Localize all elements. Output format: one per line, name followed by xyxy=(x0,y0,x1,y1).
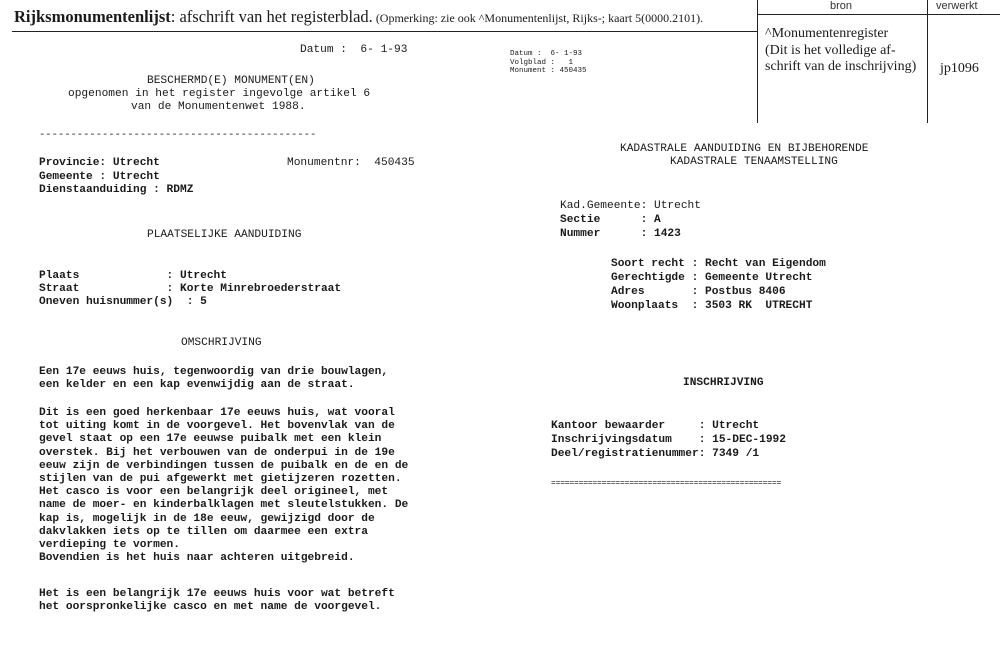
processed-code: jp1096 xyxy=(940,61,979,76)
title-note: (Opmerking: zie ook ^Monumentenlijst, Rijks-; kaart 5(0000.2101). xyxy=(372,11,704,25)
plaats: Plaats : Utrecht xyxy=(39,270,227,282)
omschrijving-para-3: Het is een belangrijk 17e eeuws huis voor wat betreft het oorspronkelijke casco en met name de voorgevel. xyxy=(39,588,395,614)
header-rule xyxy=(12,31,757,32)
dienstaanduiding: Dienstaanduiding : RDMZ xyxy=(39,184,194,196)
sectie: Sectie : A xyxy=(560,214,661,226)
omschrijving-para-1: Een 17e eeuws huis, tegenwoordig van drie bouwlagen, een kelder en een kap evenwijdig aan de straat. xyxy=(39,366,389,392)
source-box-header-rule xyxy=(757,14,1000,15)
omschrijving-para-2: Dit is een goed herkenbaar 17e eeuws huis, wat vooral tot uiting komt in de voorgevel. Het bovenvlak van de gevel staat op een 17e eeuwse puibalk met een klein overstek. Bij het verbouwen van de onderpui in de 19e eeuw zijn de verbindingen tussen de puibalk en de en de stijlen van de pui afgewerkt met gietijzeren rozetten. Het casco is voor een belangrijk deel origineel, met name de moer- en kinderbalklagen met sleutelstukken. De kap is, mogelijk in de 18e eeuw, gewijzigd door de dakvlakken iets op te tillen om daarmee een extra verdieping te vormen. Bovendien is het huis naar achteren uitgebreid. xyxy=(39,407,409,565)
heading-line-1: BESCHERMD(E) MONUMENT(EN) xyxy=(147,75,315,87)
kantoor-bewaarder: Kantoor bewaarder : Utrecht xyxy=(551,420,760,432)
adres: Adres : Postbus 8406 xyxy=(611,286,786,298)
soort-recht: Soort recht : Recht van Eigendom xyxy=(611,258,826,270)
datum-right-small: Datum : 6- 1-93 Volgblad : 1 Monument : 450435 xyxy=(510,50,587,75)
deel-registratienummer: Deel/registratienummer: 7349 /1 xyxy=(551,448,760,460)
separator-right: ================================================== xyxy=(551,479,782,488)
nummer: Nummer : 1423 xyxy=(560,228,681,240)
heading-line-2: opgenomen in het register ingevolge artikel 6 xyxy=(68,88,371,100)
title-bold: Rijksmonumentenlijst xyxy=(14,7,171,26)
woonplaats: Woonplaats : 3503 RK UTRECHT xyxy=(611,300,813,312)
plaatselijke-title: PLAATSELIJKE AANDUIDING xyxy=(147,229,302,241)
kadastrale-title-1: KADASTRALE AANDUIDING EN BIJBEHORENDE xyxy=(620,143,869,155)
heading-line-3: van de Monumentenwet 1988. xyxy=(131,101,306,113)
source-text: ^Monumentenregister (Dit is het volledige af- schrift van de inschrijving) xyxy=(765,26,917,74)
bron-label: bron xyxy=(830,0,853,12)
monumentnr: Monumentnr: 450435 xyxy=(287,157,415,169)
inschrijvingsdatum: Inschrijvingsdatum : 15-DEC-1992 xyxy=(551,434,786,446)
source-box-divider xyxy=(927,0,928,123)
page-title xyxy=(14,7,703,27)
huisnummer: Oneven huisnummer(s) : 5 xyxy=(39,296,207,308)
gerechtigde: Gerechtigde : Gemeente Utrecht xyxy=(611,272,813,284)
separator-left: -------------------------------------------- xyxy=(39,129,317,141)
omschrijving-title: OMSCHRIJVING xyxy=(181,337,262,349)
gemeente: Gemeente : Utrecht xyxy=(39,171,160,183)
kad-gemeente: Kad.Gemeente: Utrecht xyxy=(560,200,701,212)
inschrijving-title: INSCHRIJVING xyxy=(683,377,764,389)
kadastrale-title-2: KADASTRALE TENAAMSTELLING xyxy=(670,156,838,168)
straat: Straat : Korte Minrebroederstraat xyxy=(39,283,342,295)
verwerkt-label: verwerkt xyxy=(936,0,978,12)
title-rest: : afschrift van het registerblad. xyxy=(170,7,373,26)
datum-left: Datum : 6- 1-93 xyxy=(300,44,408,56)
provincie: Provincie: Utrecht xyxy=(39,157,160,169)
